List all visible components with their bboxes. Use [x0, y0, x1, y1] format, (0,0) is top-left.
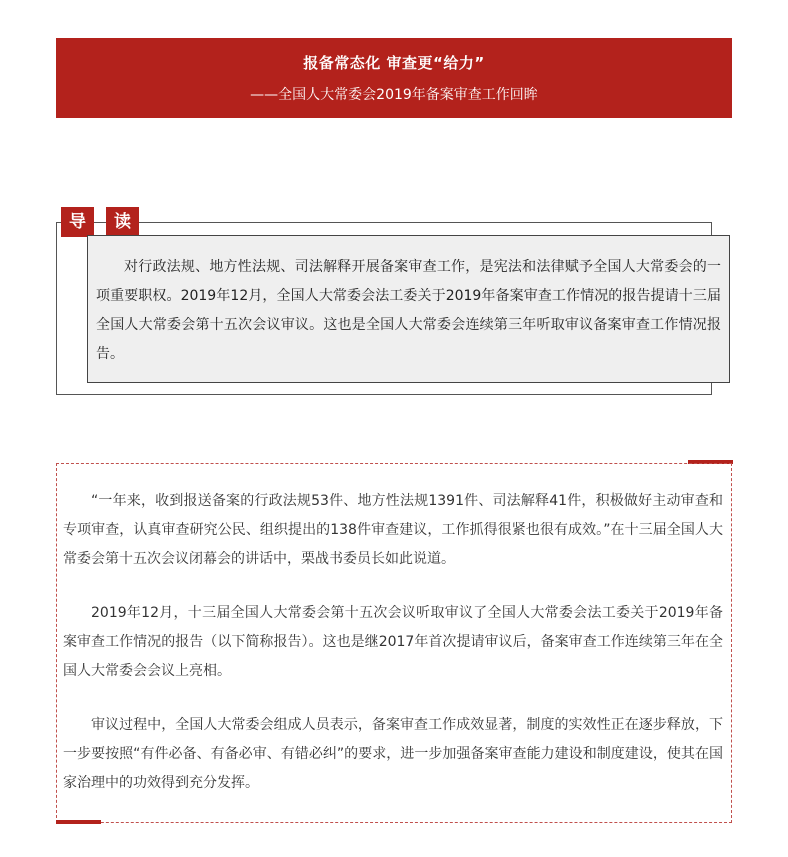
- page-subtitle: ——全国人大常委会2019年备案审查工作回眸: [250, 87, 538, 103]
- page-title: 报备常态化 审查更“给力”: [303, 54, 485, 72]
- intro-tag-char-1: 导: [61, 207, 94, 237]
- title-banner: [56, 38, 732, 118]
- intro-text: 对行政法规、地方性法规、司法解释开展备案审查工作，是宪法和法律赋予全国人大常委会的一项重要职权。2019年12月，全国人大常委会法工委关于2019年备案审查工作情况的报告提请十三届全国人大常委会第十五次会议审议。这也是全国人大常委会连续第三年听取审议备案审查工作情况报告。: [96, 259, 721, 362]
- article-paragraph-1: “一年来，收到报送备案的行政法规53件、地方性法规1391件、司法解释41件，积极做好主动审查和专项审查，认真审查研究公民、组织提出的138件审查建议，工作抓得很紧也很有成效。”在十三届全国人大常委会第十五次会议闭幕会的讲话中，栗战书委员长如此说道。: [63, 493, 723, 567]
- intro-box: [87, 235, 730, 383]
- corner-accent-bottom-left: [56, 820, 101, 824]
- intro-tag-char-2: 读: [106, 207, 139, 237]
- article-paragraph-3: 审议过程中，全国人大常委会组成人员表示，备案审查工作成效显著，制度的实效性正在逐步释放，下一步要按照“有件必备、有备必审、有错必纠”的要求，进一步加强备案审查能力建设和制度建设，使其在国家治理中的功效得到充分发挥。: [63, 717, 723, 791]
- article-body: [56, 463, 732, 823]
- article-paragraph-2: 2019年12月，十三届全国人大常委会第十五次会议听取审议了全国人大常委会法工委关于2019年备案审查工作情况的报告（以下简称报告）。这也是继2017年首次提请审议后，备案审查工作连续第三年在全国人大常委会会议上亮相。: [63, 605, 723, 679]
